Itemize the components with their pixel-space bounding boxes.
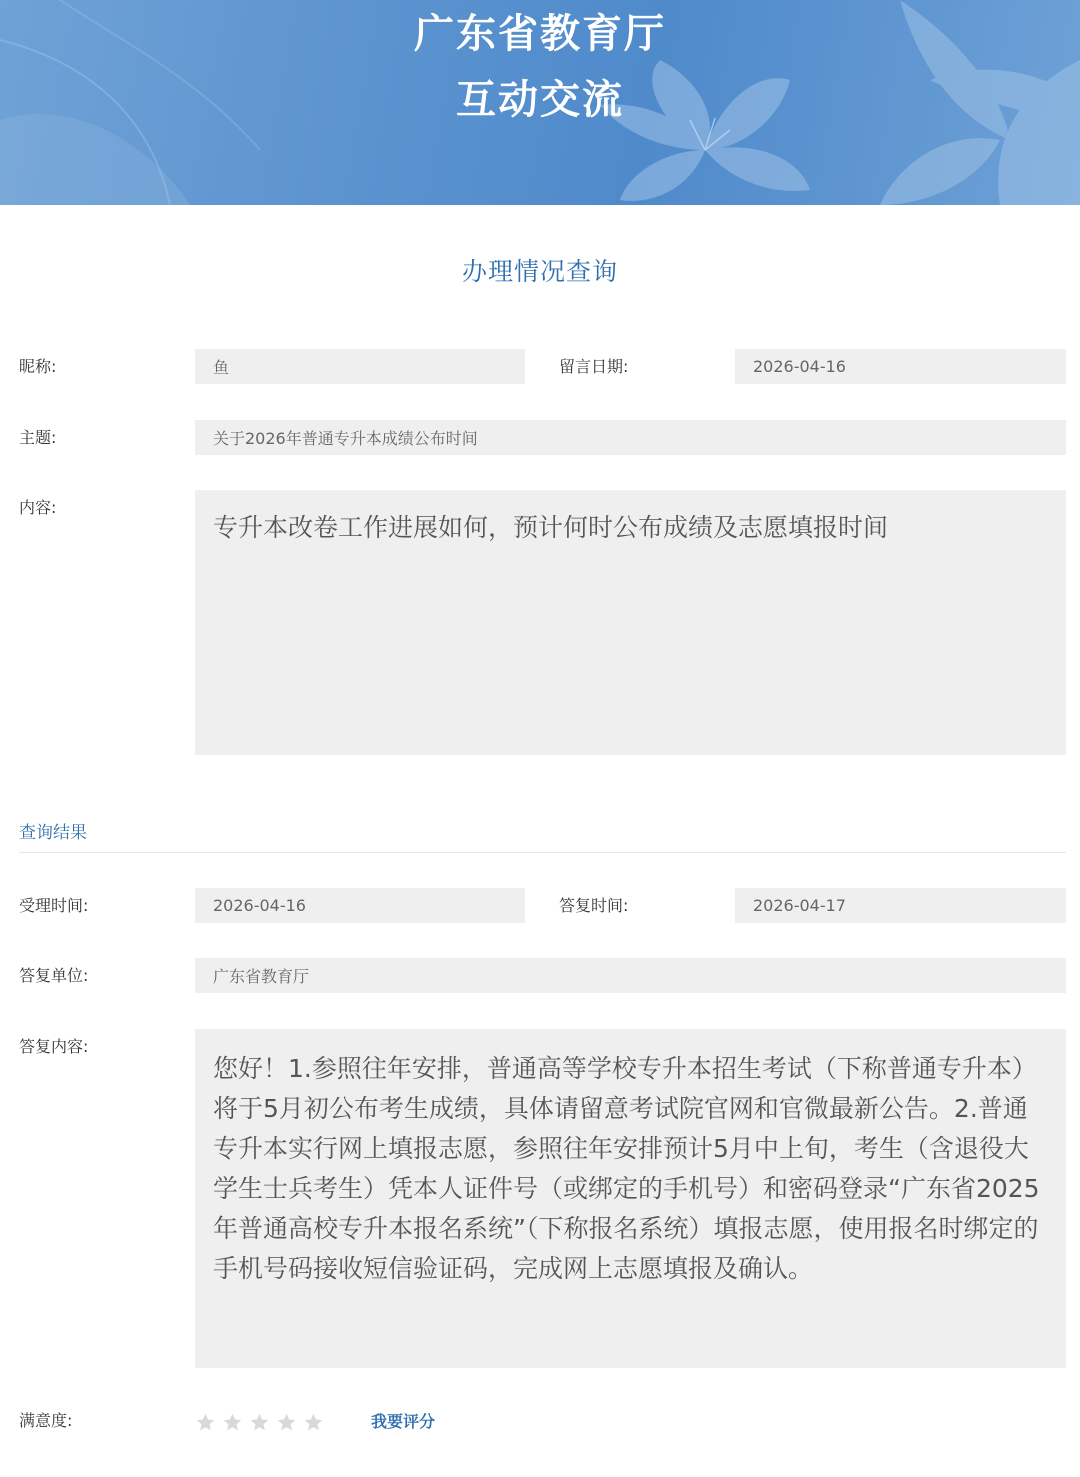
reply-time-field: 2026-04-17 <box>735 888 1066 923</box>
content-field: 专升本改卷工作进展如何，预计何时公布成绩及志愿填报时间 <box>195 490 1066 755</box>
section-divider <box>19 852 1066 853</box>
star-icon[interactable] <box>195 1412 216 1433</box>
subject-field: 关于2026年普通专升本成绩公布时间 <box>195 420 1066 455</box>
reply-content-label: 答复内容: <box>19 1037 89 1056</box>
message-date-label: 留言日期: <box>559 357 629 376</box>
star-icon[interactable] <box>276 1412 297 1433</box>
nickname-field: 鱼 <box>195 349 525 384</box>
nickname-label: 昵称: <box>19 357 57 376</box>
subject-label: 主题: <box>19 428 57 447</box>
rate-button[interactable]: 我要评分 <box>371 1412 436 1431</box>
header-banner <box>0 0 1080 205</box>
banner-title-line1: 广东省教育厅 <box>414 11 666 57</box>
content-label: 内容: <box>19 498 57 517</box>
satisfaction-label: 满意度: <box>19 1411 73 1430</box>
star-icon[interactable] <box>222 1412 243 1433</box>
reply-content-field: 您好！1.参照往年安排，普通高等学校专升本招生考试（下称普通专升本）将于5月初公布考生成绩，具体请留意考试院官网和官微最新公告。2.普通专升本实行网上填报志愿，参照往年安排预计5月中上旬，考生（含退役大学生士兵考生）凭本人证件号（或绑定的手机号）和密码登录“广东省2025年普通高校专升本报名系统”（下称报名系统）填报志愿，使用报名时绑定的手机号码接收短信验证码，完成网上志愿填报及确认。 <box>195 1029 1066 1368</box>
accept-time-field: 2026-04-16 <box>195 888 525 923</box>
reply-unit-label: 答复单位: <box>19 966 89 985</box>
accept-time-label: 受理时间: <box>19 896 89 915</box>
satisfaction-stars[interactable] <box>195 1412 324 1433</box>
query-result-heading: 查询结果 <box>19 823 87 843</box>
message-date-field: 2026-04-16 <box>735 349 1066 384</box>
reply-time-label: 答复时间: <box>559 896 629 915</box>
banner-title-line2: 互动交流 <box>456 77 624 123</box>
star-icon[interactable] <box>249 1412 270 1433</box>
star-icon[interactable] <box>303 1412 324 1433</box>
page-title: 办理情况查询 <box>461 257 618 286</box>
reply-unit-field: 广东省教育厅 <box>195 958 1066 993</box>
